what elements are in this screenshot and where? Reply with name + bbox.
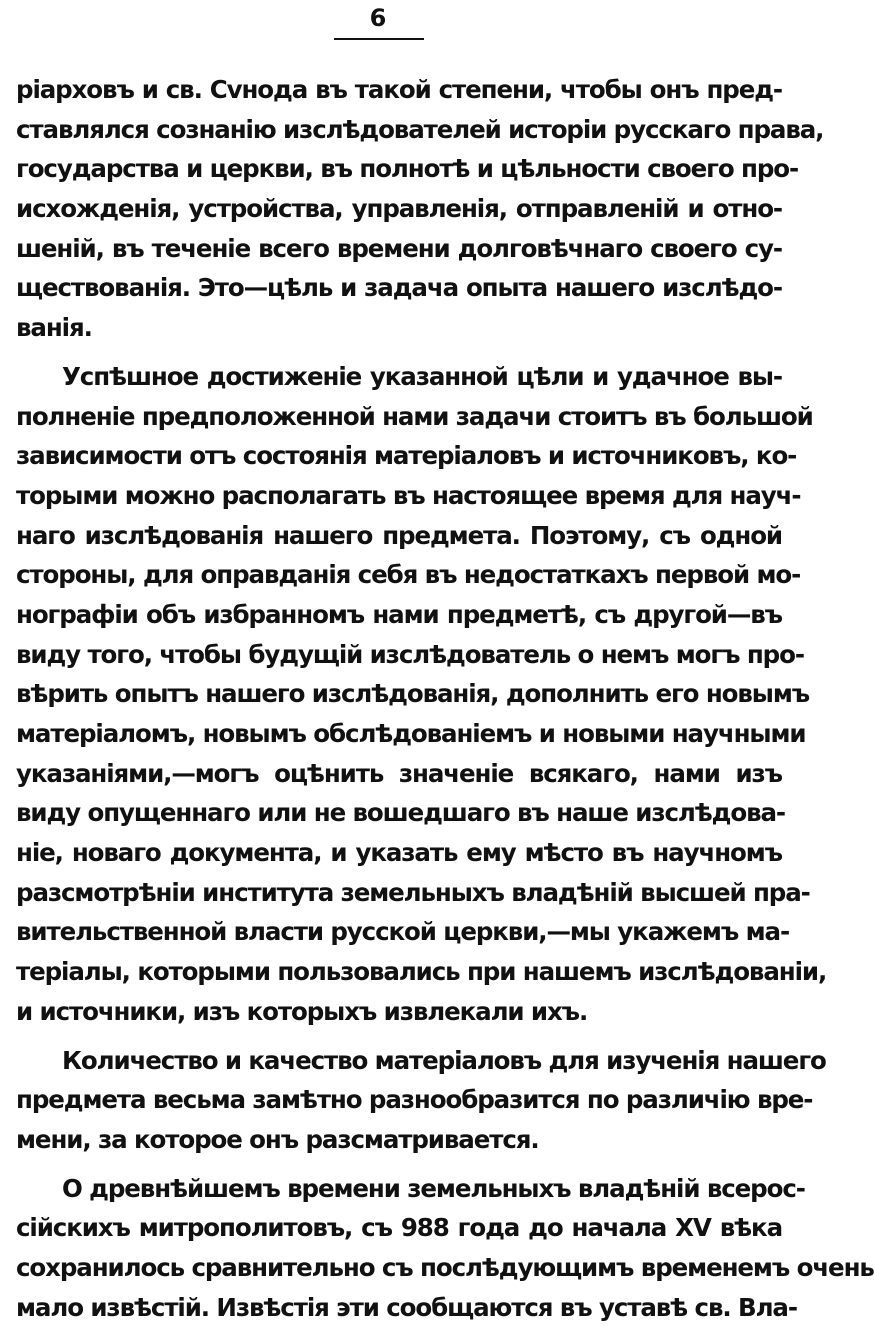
text-line: указаніями,—могъ оцѣнить значеніе всякаго, нами изъ [16, 758, 782, 788]
text-line: О древнѣйшемъ времени земельныхъ владѣній всерос- [62, 1173, 805, 1203]
paragraph-2 [16, 357, 827, 1032]
text-line: Успѣшное достиженіе указанной цѣли и удачное вы- [62, 361, 782, 391]
text-line: вѣрить опытъ нашего изслѣдованія, дополнить его новымъ [16, 679, 810, 709]
text-line: Количество и качество матеріаловъ для изученія нашего [62, 1045, 826, 1075]
text-line: ніе, новаго документа, и указать ему мѣсто въ научномъ [16, 838, 782, 868]
page-header [0, 0, 796, 44]
page-number: 6 [369, 4, 387, 32]
text-line: виду опущеннаго или не вошедшаго въ наше изслѣдова- [16, 798, 785, 828]
text-line: полненіе предположенной нами задачи стоитъ въ большой [16, 401, 813, 431]
paragraph-4 [16, 1169, 874, 1328]
text-line: наго изслѣдованія нашего предмета. Поэтому, съ одной [16, 520, 782, 550]
text-line: зависимости отъ состоянія матеріаловъ и источниковъ, ко- [16, 441, 797, 471]
text-line: ванія. [16, 313, 92, 343]
paragraph-3 [16, 1041, 826, 1160]
text-line: сохранилось сравнительно съ послѣдующимъ временемъ очень [16, 1252, 874, 1282]
text-line: шеній, въ теченіе всего времени долговѣчнаго своего су- [16, 233, 782, 263]
text-line: мени, за которое онъ разсматривается. [16, 1124, 539, 1154]
text-line: ществованія. Это—цѣль и задача опыта нашего изслѣдо- [16, 273, 782, 303]
text-line: нографіи объ избранномъ нами предметѣ, съ другой—въ [16, 599, 782, 629]
text-line: и источники, изъ которыхъ извлекали ихъ. [16, 996, 588, 1026]
text-line: виду того, чтобы будущій изслѣдователь о немъ могъ про- [16, 639, 804, 669]
page-body [16, 70, 874, 1327]
text-line: теріалы, которыми пользовались при нашемъ изслѣдованіи, [16, 957, 827, 987]
text-line: ріарховъ и св. Сvнода въ такой степени, чтобы онъ пред- [16, 75, 782, 104]
text-line: государства и церкви, въ полнотѣ и цѣльности своего про- [16, 154, 799, 184]
text-line: матеріаломъ, новымъ обслѣдованіемъ и новыми научными [16, 719, 806, 748]
text-line: мало извѣстій. Извѣстія эти сообщаются въ уставѣ св. Вла- [16, 1292, 797, 1322]
text-line: ставлялся сознанію изслѣдователей исторіи русскаго права, [16, 114, 824, 144]
text-line: разсмотрѣніи института земельныхъ владѣній высшей пра- [16, 877, 810, 907]
text-line: стороны, для оправданія себя въ недостаткахъ первой мо- [16, 560, 801, 590]
paragraph-1 [16, 70, 824, 348]
text-line: вительственной власти русской церкви,—мы укажемъ ма- [16, 917, 790, 947]
text-line: торыми можно располагать въ настоящее время для науч- [16, 480, 801, 510]
text-line: предмета весьма замѣтно разнообразится по различію вре- [16, 1085, 813, 1115]
text-line: исхожденія, устройства, управленія, отправленій и отно- [16, 194, 782, 224]
header-rule [334, 38, 424, 40]
text-line: сійскихъ митрополитовъ, съ 988 года до начала XV вѣка [16, 1213, 782, 1243]
